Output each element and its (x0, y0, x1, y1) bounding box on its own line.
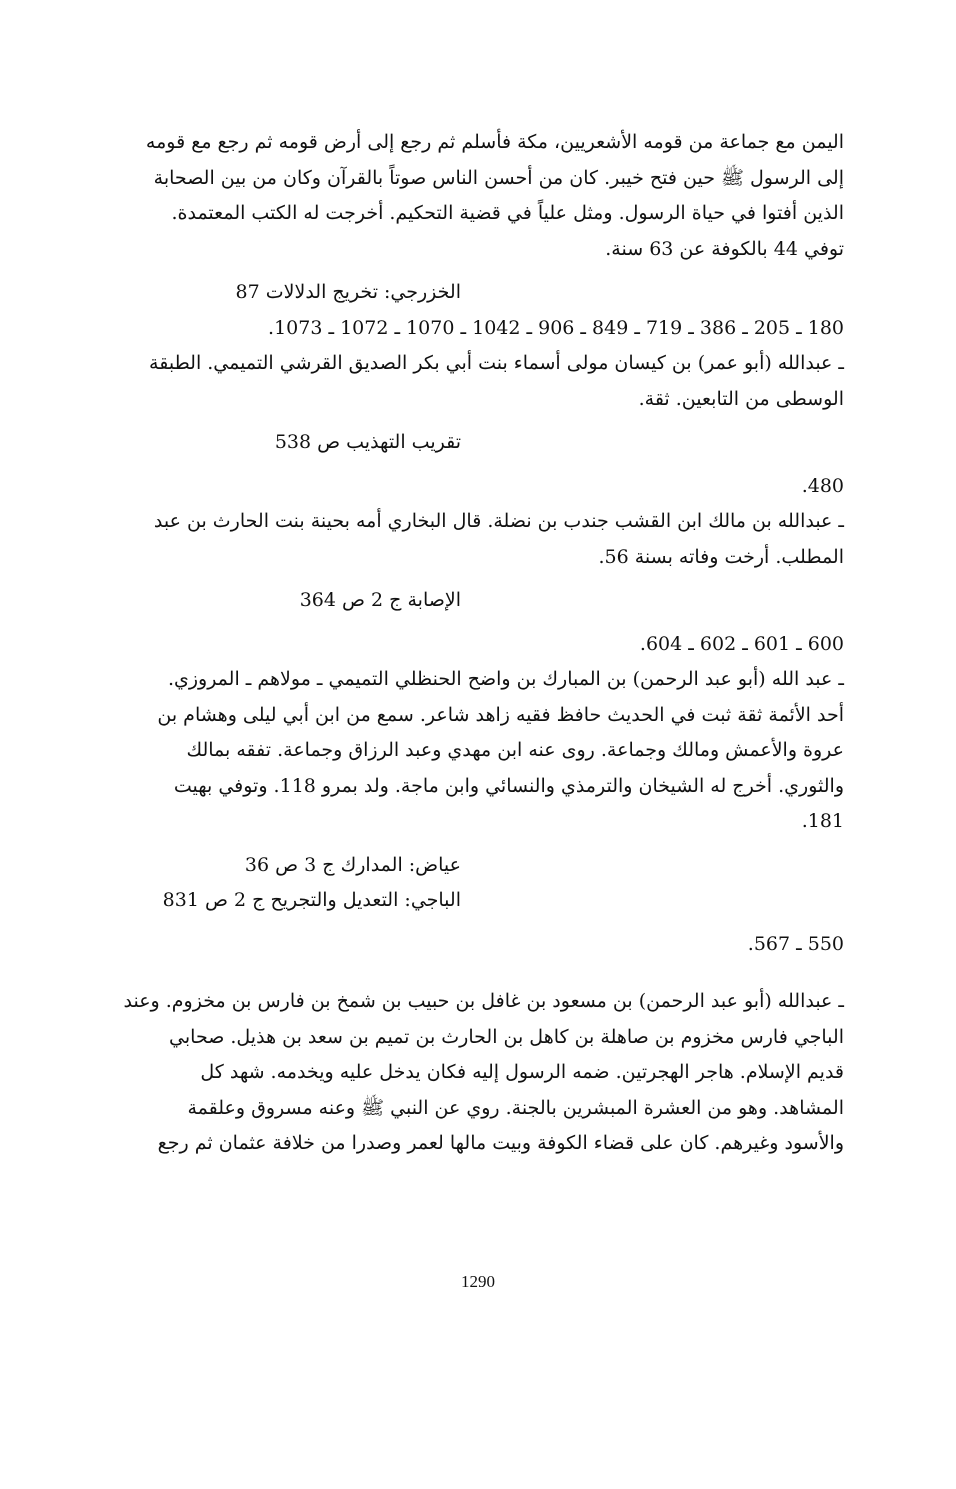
entry-text-line: والثوري. أخرج له الشيخان والترمذي والنسائي وابن ماجة. ولد بمرو 118. وتوفي بهيت (173, 774, 844, 797)
entry-abdullah-ibn-kaysan (78, 346, 844, 504)
entry-text-line: الوسطى من التابعين. ثقة. (638, 387, 844, 410)
entry-text-line: توفي 44 بالكوفة عن 63 سنة. (605, 237, 844, 260)
entry-text-line: الباجي فارس مخزوم بن صاهلة بن كاهل بن الحارث بن تميم بن سعد بن هذيل. صحابي (169, 1025, 844, 1048)
source-reference: الإصابة ج 2 ص 364 (299, 589, 461, 611)
reference-numbers: 550 ـ 567. (747, 932, 844, 955)
reference-numbers: 600 ـ 601 ـ 602 ـ 604. (639, 632, 844, 655)
entry-text-line: ـ عبدالله (أبو عمر) بن كيسان مولى أسماء بنت أبي بكر الصديق القرشي التميمي. الطبقة (149, 352, 844, 374)
source-reference: الباجي: التعديل والتجريح ج 2 ص 831 (162, 889, 461, 911)
entry-text-line: أحد الأئمة ثقة ثبت في الحديث حافظ فقيه زاهد شاعر. سمع من ابن أبي ليلى وهشام بن (157, 703, 844, 726)
source-reference: عياض: المدارك ج 3 ص 36 (244, 853, 461, 876)
entry-text-line: إلى الرسول ﷺ حين فتح خيبر. كان من أحسن الناس صوتاً بالقرآن وكان من بين الصحابة (153, 166, 844, 189)
entry-text-line: ـ عبد الله (أبو عبد الرحمن) بن المبارك بن واضح الحنظلي التميمي ـ مولاهم ـ المروزي. (167, 668, 844, 690)
entry-abdullah-ibn-malik (78, 504, 844, 662)
entry-text-line: اليمن مع جماعة من قومه الأشعريين، مكة فأسلم ثم رجع إلى أرض قومه ثم رجع مع قومه (145, 131, 844, 153)
entry-text-line: المشاهد. وهو من العشرة المبشرين بالجنة. روي عن النبي ﷺ وعنه مسروق وعلقمة (187, 1096, 844, 1119)
page-body (78, 125, 844, 1162)
entry-text-line: عروة والأعمش ومالك وجماعة. روى عنه ابن مهدي وعبد الرزاق وجماعة. تفقه بمالك (186, 739, 844, 761)
reference-numbers: 180 ـ 205 ـ 386 ـ 719 ـ 849 ـ 906 ـ 1042 ـ 1070 ـ 1072 ـ 1073. (268, 316, 844, 339)
entry-text-line: ـ عبدالله بن مالك ابن القشب جندب بن نضلة. قال البخاري أمه بحينة بنت الحارث بن عبد (153, 510, 844, 532)
reference-numbers: 480. (801, 474, 844, 497)
source-reference: تقريب التهذيب ص 538 (274, 431, 461, 453)
entry-text-line: الذين أفتوا في حياة الرسول. ومثل علياً في قضية التحكيم. أخرجت له الكتب المعتمدة. (171, 202, 844, 224)
page-number: 1290 (461, 1272, 495, 1291)
entry-abu-musa-continuation (78, 125, 844, 346)
entry-text-line: قديم الإسلام. هاجر الهجرتين. ضمه الرسول إليه فكان يدخل عليه ويخدمه. شهد كل (200, 1061, 844, 1083)
entry-abdullah-ibn-masud (78, 984, 844, 1162)
entry-text-line: والأسود وغيرهم. كان على قضاء الكوفة وبيت مالها لعمر وصدرا من خلافة عثمان ثم رجع (157, 1132, 844, 1154)
entry-text-line: ـ عبدالله (أبو عبد الرحمن) بن مسعود بن غافل بن حبيب بن شمخ بن فارس بن مخزوم. وعند (123, 990, 844, 1012)
entry-text-line: 181. (801, 810, 844, 832)
entry-abdullah-ibn-al-mubarak (78, 662, 844, 962)
source-reference: الخزرجي: تخريج الدلالات 87 (235, 281, 461, 303)
entry-text-line: المطلب. أرخت وفاته بسنة 56. (598, 545, 844, 568)
